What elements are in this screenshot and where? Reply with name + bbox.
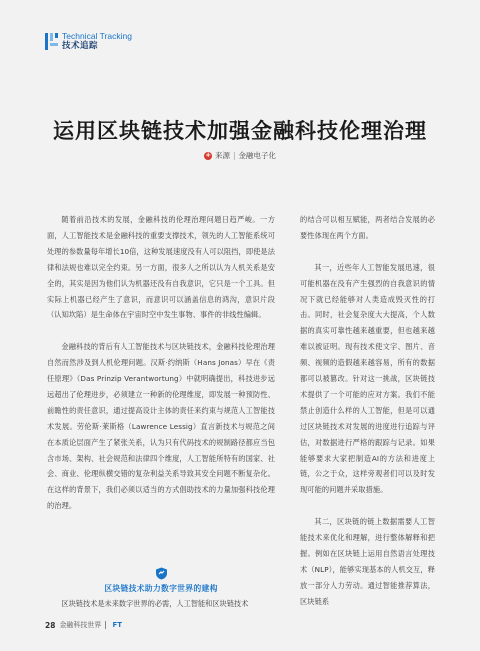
- article-title: 运用区块链技术加强金融科技伦理治理: [53, 119, 427, 143]
- left-paragraph-2: 金融科技的背后有人工智能技术与区块链技术，金融科技伦理治理自然而然涉及到人机伦理问题。汉斯·约纳斯（Hans Jonas）早在《责任原理》（Das Prinzip Verantwortung）中就明确提出，科技进步远远超出了伦理进步，必须建立一种新的伦理维度，即发展一种预防性、前瞻性的责任意识，通过提高设计主体的责任来约束与规范人工智能技术发展。劳伦斯·莱斯格（Lawrence Lessig）直言新技术与规范之间在本质论层面产生了紧张关系，认为只有代码技术的规制路径都应当包含市场、架构、社会规范和法律四个维度，人工智能所特有的国家、社会、商业、伦理纵横交错的复杂利益关系导致其安全问题不断复杂化。在这样的背景下，我们必须以适当的方式倡助技术的力量加强科技伦理的治理。: [47, 342, 275, 511]
- section-paragraph: 区块链技术是未来数字世界的必需，人工智能和区块链技术: [61, 599, 249, 608]
- shield-chain-icon: [155, 567, 168, 580]
- right-column: [300, 212, 435, 626]
- source-value: 金融电子化: [238, 151, 277, 160]
- source-label: 来源: [214, 151, 230, 160]
- header-chinese: 技术追踪: [62, 40, 99, 51]
- header-english: Technical Tracking: [62, 31, 132, 41]
- source-icon: [204, 152, 212, 160]
- left-column: [47, 212, 275, 530]
- article-source: + 来源 | 金融电子化: [0, 150, 480, 161]
- right-paragraph-2: 其一，近些年人工智能发展迅速，很可能机器在没有产生强烈的自我意识的情况下就已经能够对人类造成毁灭性的打击。同时，社会复杂度大大提高，个人数据的真实可靠性越来越重要，但也越来越难以被证明。现有技术使文字、图片、音频、视频的造假越来越容易，所有的数据都可以被篡改。针对这一挑战，区块链技术提供了一个可能的应对方案。我们不能禁止创造什么样的人工智能，但是可以通过区块链技术对发展的进度进行追踪与评估，对数据进行严格的跟踪与记录。如果能够要求大家把制造AI的方法和进度上链，公之于众，这样旁观者们可以及时发现可能的问题并采取措施。: [300, 262, 435, 495]
- page-footer: [45, 620, 122, 630]
- left-paragraph-1: 随着前沿技术的发展，金融科技的伦理治理问题日趋严峻。一方面，人工智能技术是金融科技的重要支撑技术，领先的人工智能系统可处理的参数量每年增长10倍，这种发展速度没有人可以阻挡，即使是法律和法规也难以完全约束。另一方面，很多人之所以认为人机关系是安全的，其实是因为他们认为机器还没有自我意识，它只是一个工具。但实际上机器已经产生了意识，而意识可以涵盖信息的鸿沟，意识片段（认知坎陷）是生命体在宇宙时空中发生事物、事件的非线性编辑。: [47, 215, 275, 320]
- right-paragraph-1: 的结合可以相互赋能，两者结合发展的必要性体现在两个方面。: [300, 215, 435, 240]
- magazine-name: 金融科技世界: [59, 621, 102, 629]
- column-logo-icon: [45, 33, 58, 50]
- section-header-tag: [45, 32, 132, 50]
- page-number: 28: [45, 620, 56, 630]
- section-title: 区块链技术助力数字世界的建构: [104, 584, 218, 593]
- magazine-logo: FT: [112, 621, 122, 629]
- section-heading: [47, 567, 275, 594]
- right-paragraph-3: 其二，区块链的链上数据需要人工智能技术来优化和理解，进行整体解释和把握。例如在区块链上运用自然语言处理技术（NLP），能够实现基本的人机交互，释放一部分人力劳动。通过智能推荐算法，区块链系: [300, 517, 435, 606]
